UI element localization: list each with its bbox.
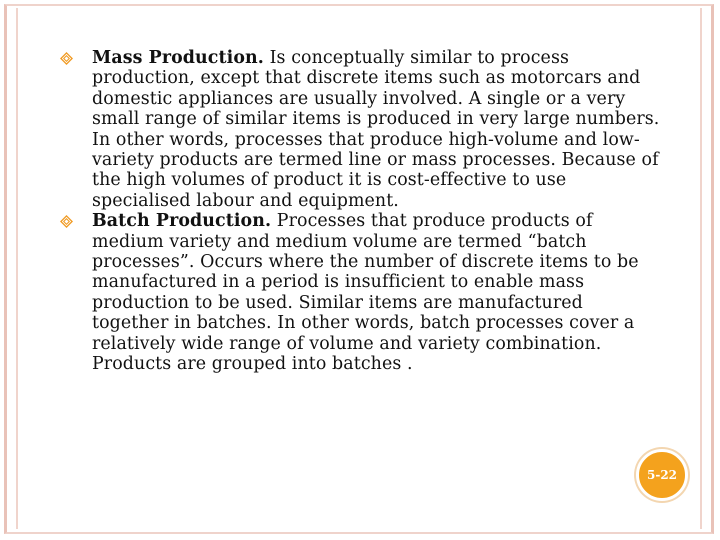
list-item-batch-production xyxy=(60,211,660,374)
mass-production-paragraph xyxy=(92,48,660,211)
batch-production-paragraph xyxy=(92,211,660,374)
diamond-bullet-icon xyxy=(60,215,73,228)
diamond-bullet-icon xyxy=(60,52,73,65)
mass-production-term: Mass Production. xyxy=(92,48,264,68)
mass-production-body: Is conceptually similar to process production, except that discrete items such as motorcars and domestic appliances are usually involved. A single or a very small range of similar items is produced in very large numbers. In other words, processes that produce high-volume and low-variety products are termed line or mass processes. Because of the high volumes of product it is cost-effective to use specialised labour and equipment. xyxy=(92,48,660,211)
batch-production-term: Batch Production. xyxy=(92,211,272,232)
page-number-badge: 5-22 xyxy=(636,449,688,501)
list-item-mass-production xyxy=(60,48,660,211)
slide-content xyxy=(60,48,660,375)
batch-production-body: Processes that produce products of medium variety and medium volume are termed “batch processes”. Occurs where the number of discrete items to be manufactured in a period is insufficient to enable mass production to be used. Similar items are manufactured together in batches. In other words, batch processes cover a relatively wide range of volume and variety combination. Products are grouped into batches . xyxy=(92,211,639,375)
